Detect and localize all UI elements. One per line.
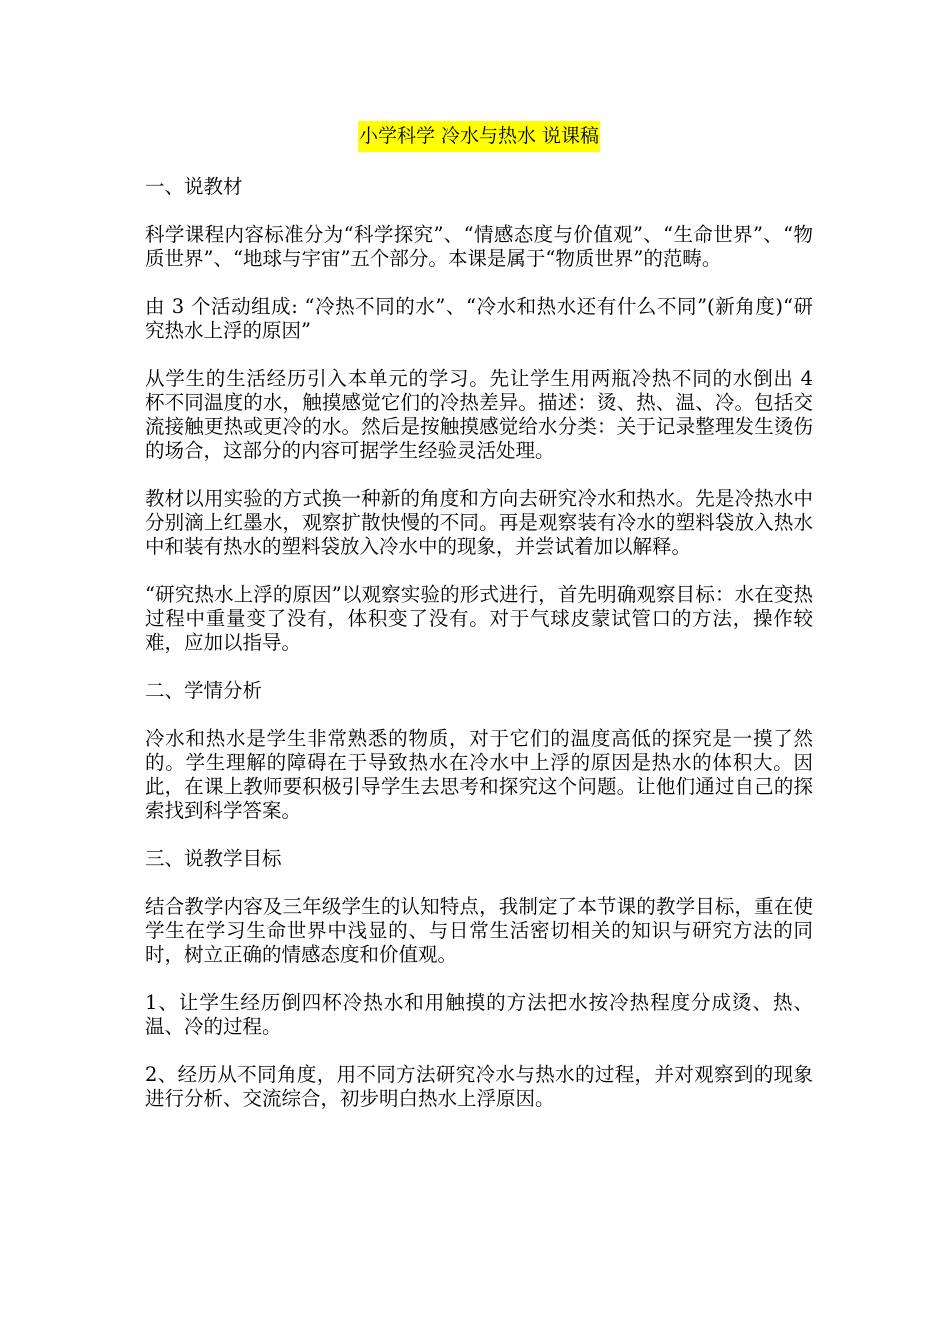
paragraph-experiment-approach: 教材以用实验的方式换一种新的角度和方向去研究冷水和热水。先是冷热水中分别滴上红墨水，观察扩散快慢的不同。再是观察装有冷水的塑料袋放入热水中和装有热水的塑料袋放入冷水中的现象，并尝试着加以解释。: [145, 487, 813, 558]
paragraph-three-activities: 由 3 个活动组成: “冷热不同的水”、“冷水和热水还有什么不同”(新角度)“研究热水上浮的原因”: [145, 295, 813, 342]
paragraph-life-experience: 从学生的生活经历引入本单元的学习。先让学生用两瓶冷热不同的水倒出 4 杯不同温度的水，触摸感觉它们的冷热差异。描述：烫、热、温、冷。包括交流接触更热或更冷的水。然后是按触摸感觉给水分类：关于记录整理发生烫伤的场合，这部分的内容可据学生经验灵活处理。: [145, 367, 813, 462]
list-item-goal-2: 2、经历从不同角度，用不同方法研究冷水与热水的过程，并对观察到的现象进行分析、交流综合，初步明白热水上浮原因。: [145, 1063, 813, 1110]
list-item-goal-1: 1、让学生经历倒四杯冷热水和用触摸的方法把水按冷热程度分成烫、热、温、冷的过程。: [145, 991, 813, 1038]
paragraph-teaching-goals: 结合教学内容及三年级学生的认知特点，我制定了本节课的教学目标，重在使学生在学习生命世界中浅显的、与日常生活密切相关的知识与研究方法的同时，树立正确的情感态度和价值观。: [145, 895, 813, 966]
section-heading-student-analysis: 二、学情分析: [145, 679, 263, 702]
section-heading-teaching-material: 一、说教材: [145, 175, 243, 198]
section-heading-teaching-goals: 三、说教学目标: [145, 847, 282, 870]
document-title: 小学科学 冷水与热水 说课稿: [358, 121, 600, 152]
document-body: [145, 121, 813, 1135]
paragraph-hot-water-floating: “研究热水上浮的原因”以观察实验的形式进行，首先明确观察目标：水在变热过程中重量变了没有，体积变了没有。对于气球皮蒙试管口的方法，操作较难，应加以指导。: [145, 583, 813, 654]
paragraph-curriculum-standards: 科学课程内容标准分为“科学探究”、“情感态度与价值观”、“生命世界”、“物质世界”、“地球与宇宙”五个部分。本课是属于“物质世界”的范畴。: [145, 223, 813, 270]
title-line: [145, 121, 813, 157]
paragraph-student-analysis: 冷水和热水是学生非常熟悉的物质，对于它们的温度高低的探究是一摸了然的。学生理解的障碍在于导致热水在冷水中上浮的原因是热水的体积大。因此，在课上教师要积极引导学生去思考和探究这个问题。让他们通过自己的探索找到科学答案。: [145, 727, 813, 822]
